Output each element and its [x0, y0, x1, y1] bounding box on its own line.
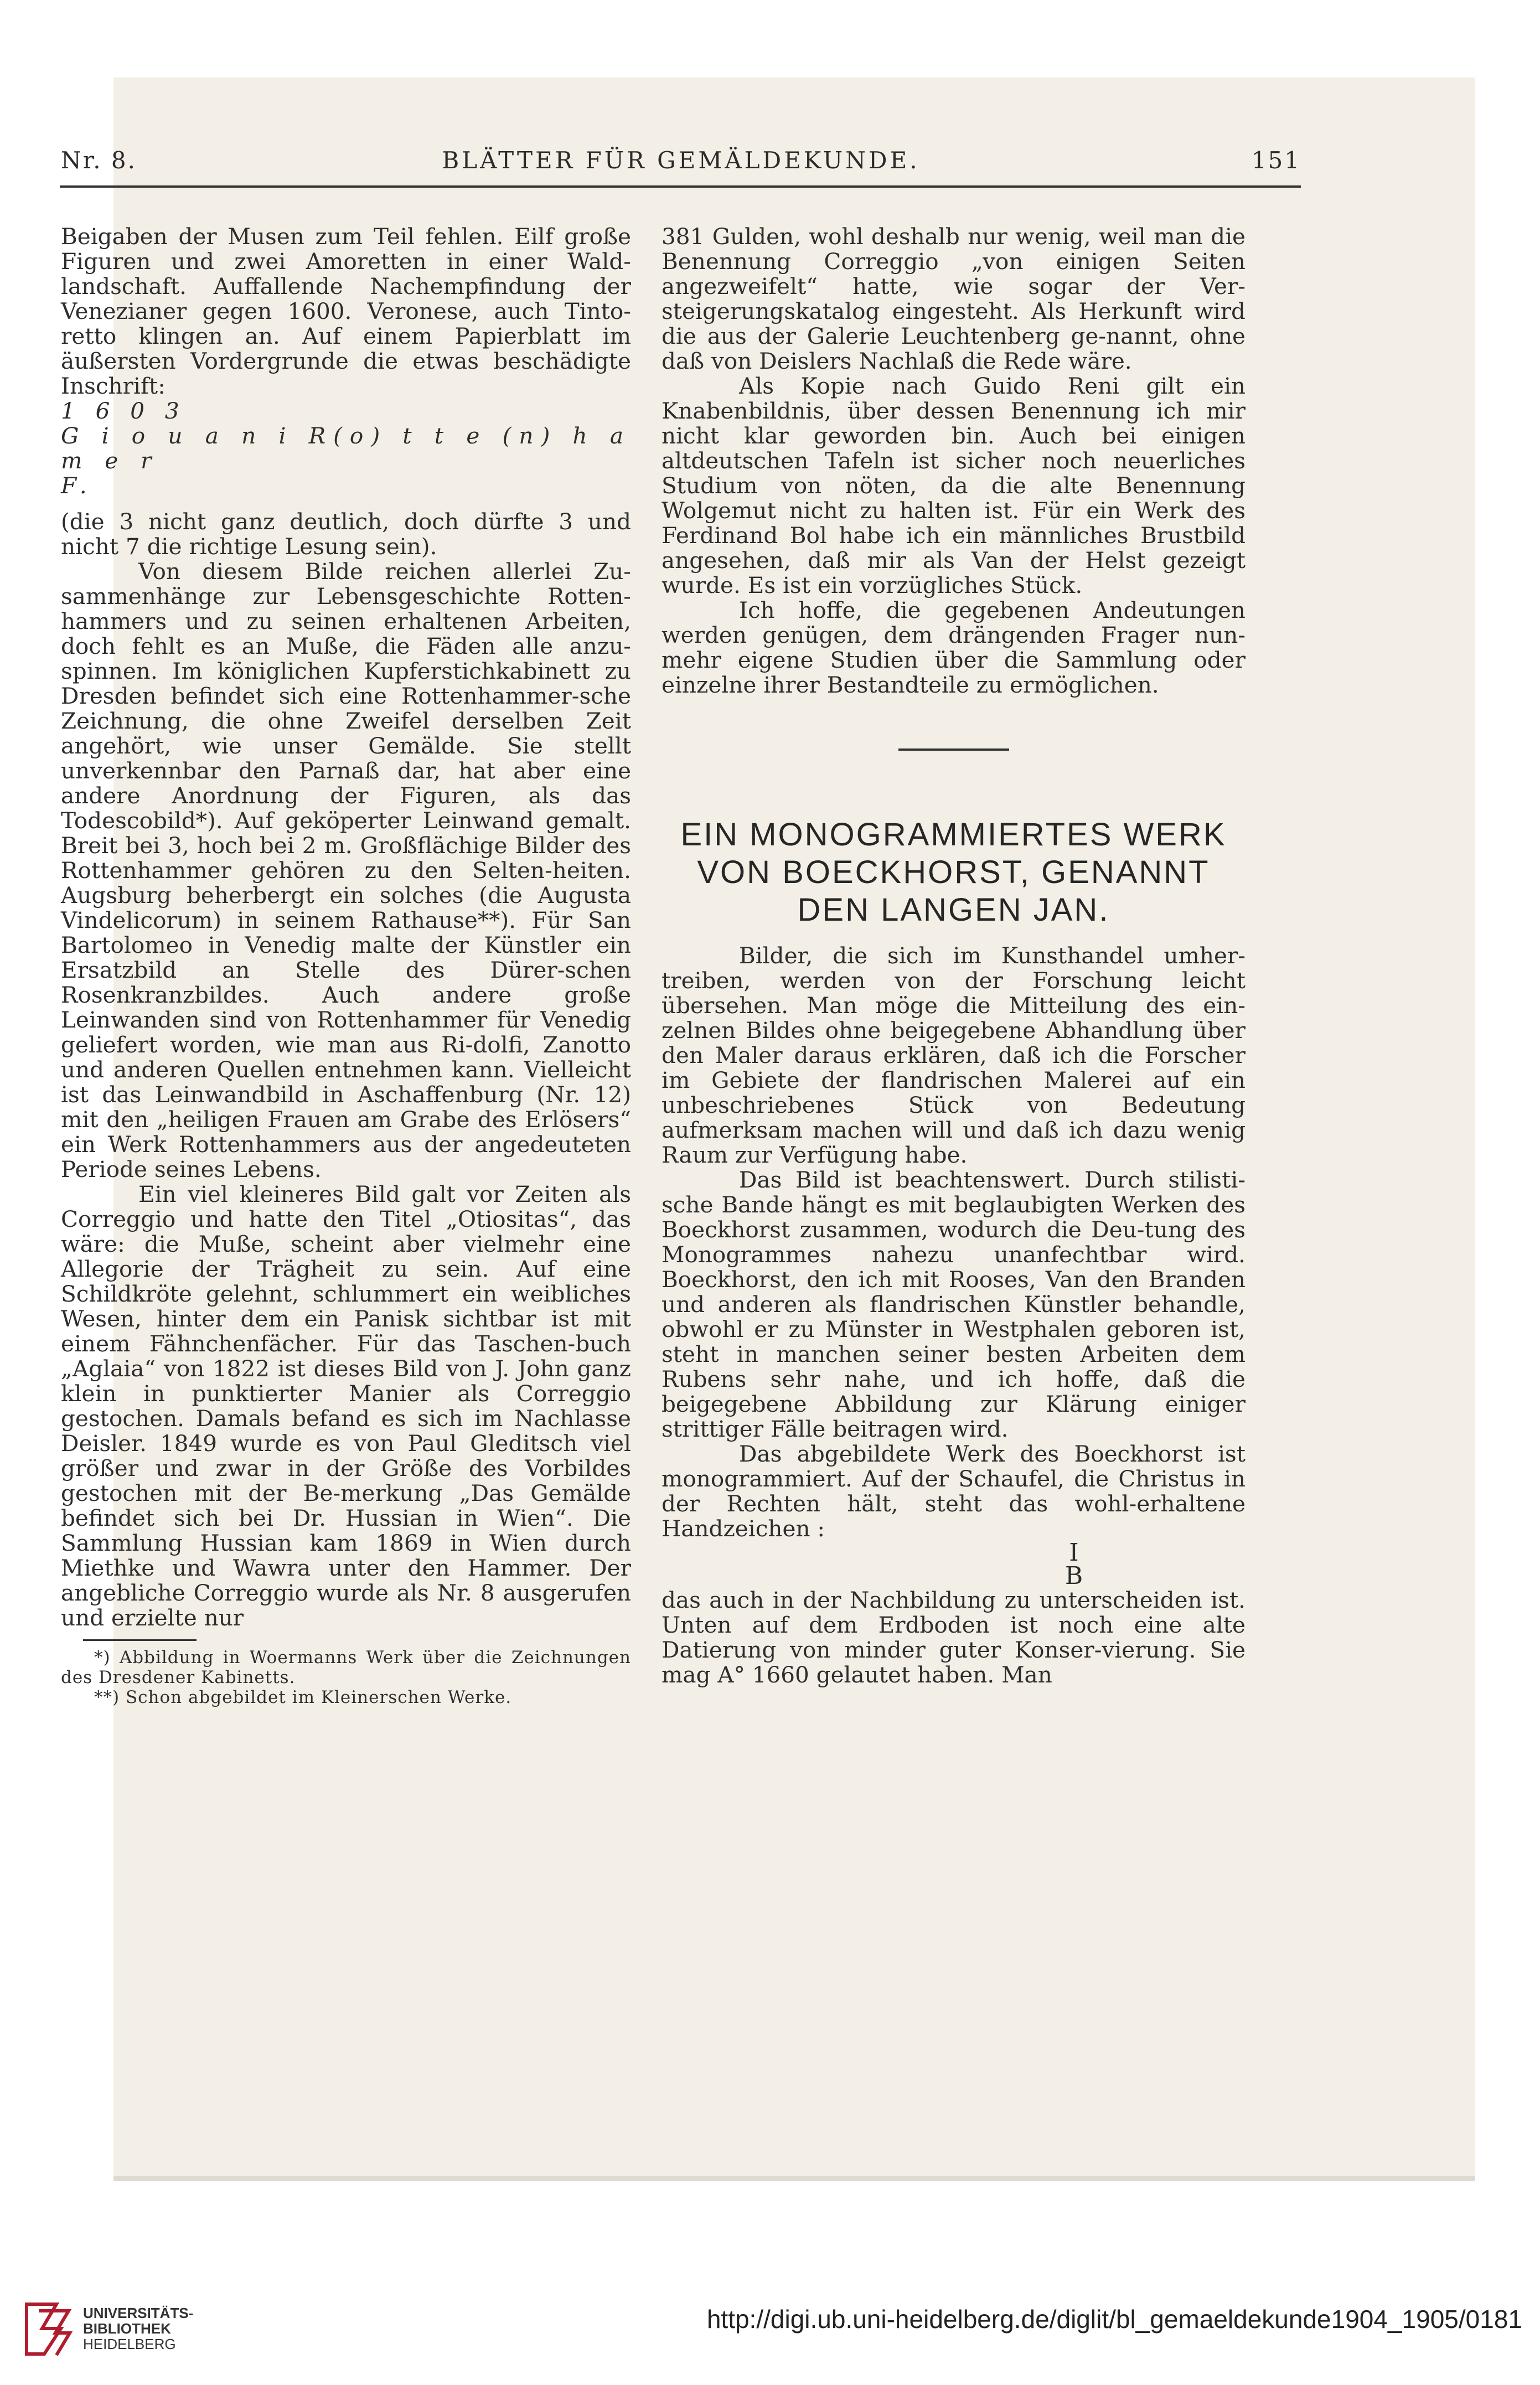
- inscription-name: G i o u a n i R(o) t t e (n) h a m e r: [61, 422, 631, 474]
- paragraph: das auch in der Nachbildung zu unterscheiden ist. Unten auf dem Erdboden ist noch eine alte Datierung von minder guter Konser-vierung. Sie mag A° 1660 gelautet haben. Man: [662, 1587, 1246, 1688]
- page-number: 151: [1251, 147, 1301, 174]
- library-logo[interactable]: [22, 2298, 232, 2364]
- headline-line-3: DEN LANGEN JAN.: [797, 892, 1110, 928]
- paragraph: Das Bild ist beachtenswert. Durch stilisti-sche Bande hängt es mit beglaubigten Werken des Boeckhorst zusammen, wodurch die Deu-tung des Monogrammes nahezu unanfechtbar wird. Boeckhorst, den ich mit Rooses, Van den Branden und anderen als flandrischen Künstler behandle, obwohl er zu Münster in Westphalen geboren ist, steht in manchen seiner besten Arbeiten dem Rubens sehr nahe, und ich hoffe, daß die beigegebene Abbildung zur Klärung einiger strittiger Fälle beitragen wird.: [662, 1166, 1246, 1442]
- header-rule: [60, 185, 1301, 188]
- logo-line-3: HEIDELBERG: [83, 2336, 176, 2352]
- article-headline: [662, 816, 1246, 929]
- left-column: [61, 224, 631, 1707]
- monogram-bottom: B: [1064, 1562, 1083, 1590]
- paragraph: Als Kopie nach Guido Reni gilt ein Knabenbildnis, über dessen Benennung ich mir nicht klar geworden bin. Auch bei einigen altdeutschen Tafeln ist sicher noch neuerliches Studium von nöten, da die alte Benennung Wolgemut nicht zu halten ist. Für ein Werk des Ferdinand Bol habe ich ein männliches Brustbild angesehen, daß mir als Van der Helst gezeigt wurde. Es ist ein vorzügliches Stück.: [662, 373, 1246, 598]
- footnote-1: *) Abbildung in Woermanns Werk über die Zeichnungen des Dresdener Kabinetts.: [61, 1648, 631, 1687]
- paragraph: 381 Gulden, wohl deshalb nur wenig, weil man die Benennung Correggio „von einigen Seiten angezweifelt“ hatte, wie sogar der Ver-steigerungskatalog eingesteht. Als Herkunft wird die aus der Galerie Leuchtenberg ge-nannt, ohne daß von Deislers Nachlaß die Rede wäre.: [662, 223, 1246, 374]
- paragraph: Ich hoffe, die gegebenen Andeutungen werden genügen, dem drängenden Frager nun-mehr eigene Studien über die Sammlung oder einzelne ihrer Bestandteile zu ermöglichen.: [662, 597, 1246, 698]
- footnote-rule: [83, 1639, 197, 1641]
- library-logo-icon: [22, 2300, 74, 2357]
- paragraph: Von diesem Bilde reichen allerlei Zu-sammenhänge zur Lebensgeschichte Rotten-hammers und zu seinen erhaltenen Arbeiten, doch fehlt es an Muße, die Fäden alle anzu-spinnen. Im königlichen Kupferstichkabinett zu Dresden befindet sich eine Rottenhammer-sche Zeichnung, die ohne Zweifel derselben Zeit angehört, wie unser Gemälde. Sie stellt unverkennbar den Parnaß dar, hat aber eine andere Anordnung der Figuren, als das Todescobild*). Auf geköperter Leinwand gemalt. Breit bei 3, hoch bei 2 m. Großflächige Bilder des Rottenhammer gehören zu den Selten-heiten. Augsburg beherbergt ein solches (die Augusta Vindelicorum) in seinem Rathause**). Für San Bartolomeo in Venedig malte der Künstler ein Ersatzbild an Stelle des Dürer-schen Rosenkranzbildes. Auch andere große Leinwanden sind von Rottenhammer für Venedig geliefert worden, wie man aus Ri-dolfi, Zanotto und anderen Quellen entnehmen kann. Vielleicht ist das Leinwandbild in Aschaffenburg (Nr. 12) mit den „heiligen Frauen am Grabe des Erlösers“ ein Werk Rottenhammers aus der angedeuteten Periode seines Lebens.: [61, 558, 631, 1183]
- inscription-initial: F.: [61, 472, 94, 499]
- monogram-top: I: [1069, 1539, 1079, 1567]
- journal-title: BLÄTTER FÜR GEMÄLDEKUNDE.: [442, 147, 920, 174]
- inscription-year: 1 6 0 3: [61, 398, 186, 424]
- section-separator: [898, 748, 1009, 751]
- right-column: [662, 224, 1246, 1687]
- footnote-2: **) Schon abgebildet im Kleinerschen Werke.: [94, 1687, 512, 1707]
- paragraph: (die 3 nicht ganz deutlich, doch dürfte 3 und nicht 7 die richtige Lesung sein).: [61, 508, 631, 560]
- logo-line-2: BIBLIOTHEK: [83, 2320, 171, 2337]
- paragraph: Beigaben der Musen zum Teil fehlen. Eilf große Figuren und zwei Amoretten in einer Wald-landschaft. Auffallende Nachempfindung der Venezianer gegen 1600. Veronese, auch Tinto-retto klingen an. Auf einem Papierblatt im äußersten Vordergrunde die etwas beschädigte Inschrift:: [61, 223, 631, 399]
- logo-line-1: UNIVERSITÄTS-: [83, 2305, 194, 2321]
- source-url-link[interactable]: http://digi.ub.uni-heidelberg.de/diglit/bl_gemaeldekunde1904_1905/0181: [706, 2305, 1522, 2334]
- paragraph: Ein viel kleineres Bild galt vor Zeiten als Correggio und hatte den Titel „Otiositas“, das wäre: die Muße, scheint aber vielmehr eine Allegorie der Trägheit zu sein. Auf eine Schildkröte gelehnt, schlummert ein weibliches Wesen, hinter dem ein Panisk sichtbar ist mit einem Fähnchenfächer. Für das Taschen-buch „Aglaia“ von 1822 ist dieses Bild von J. John ganz klein in punktierter Manier als Correggio gestochen. Damals befand es sich im Nachlasse Deisler. 1849 wurde es von Paul Gleditsch viel größer und zwar in der Größe des Vorbildes gestochen mit der Be-merkung „Das Gemälde befindet sich bei Dr. Hussian in Wien“. Die Sammlung Hussian kam 1869 in Wien durch Miethke und Wawra unter den Hammer. Der angebliche Correggio wurde als Nr. 8 ausgerufen und erzielte nur: [61, 1181, 631, 1631]
- headline-line-1: EIN MONOGRAMMIERTES WERK: [680, 817, 1227, 853]
- monogram: [662, 1541, 1246, 1588]
- issue-number: Nr. 8.: [61, 147, 137, 174]
- headline-line-2: VON BOECKHORST, GENANNT: [697, 854, 1210, 890]
- running-header: [61, 147, 1301, 185]
- paragraph: Bilder, die sich im Kunsthandel umher-treiben, werden von der Forschung leicht übersehen. Man möge die Mitteilung des ein-zelnen Bildes ohne beigegebene Abhandlung über den Maler daraus erklären, daß ich die Forscher im Gebiete der flandrischen Malerei auf ein unbeschriebenes Stück von Bedeutung aufmerksam machen will und daß ich dazu wenig Raum zur Verfügung habe.: [662, 942, 1246, 1168]
- paragraph: Das abgebildete Werk des Boeckhorst ist monogrammiert. Auf der Schaufel, die Christus in der Rechten hält, steht das wohl-erhaltene Handzeichen :: [662, 1441, 1246, 1542]
